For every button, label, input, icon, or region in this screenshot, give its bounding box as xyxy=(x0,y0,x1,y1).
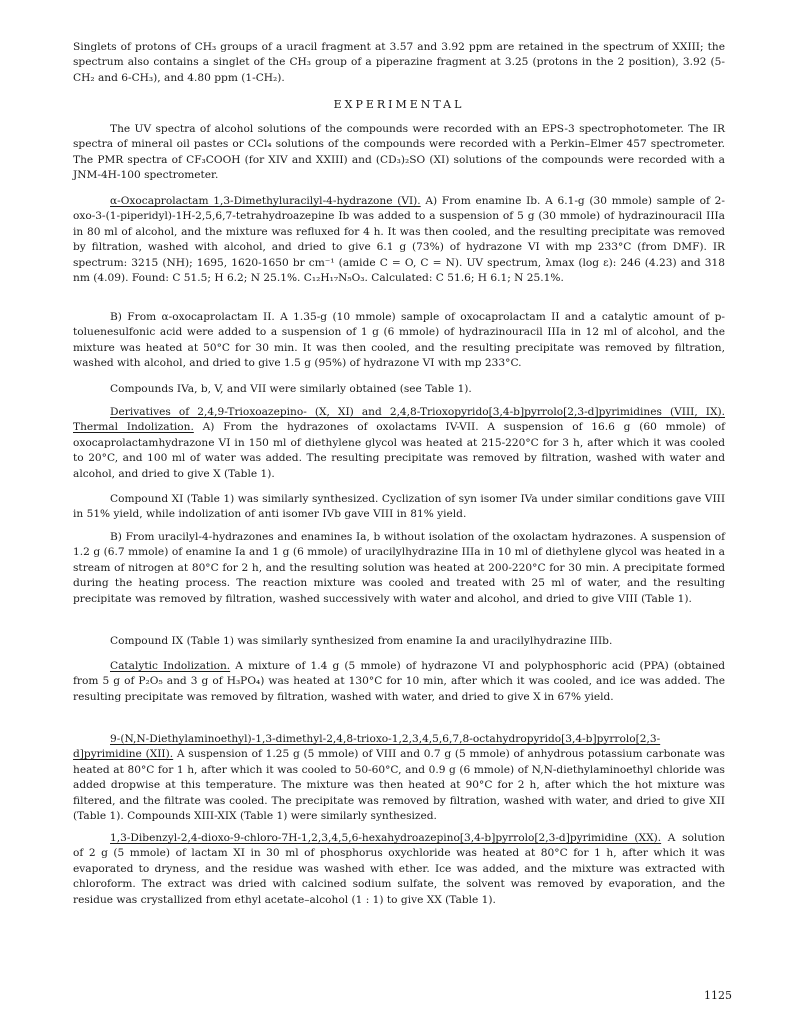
paragraph-compound-xii xyxy=(73,732,725,824)
paragraph-compound-xi xyxy=(73,492,725,523)
page-number: 1125 xyxy=(704,989,732,1002)
paragraph-compound-xx xyxy=(73,831,725,908)
paragraph-text: A suspension of 1.25 g (5 mmole) of VIII and 0.7 g (5 mmole) of anhydrous potassium carbonate was heated at 80°C for 1 h, after which it was cooled to 50-60°C, and 0.9 g (6 mmole) of N,N-diethylaminoethyl chloride was added dropwise at this temperature. The mixture was then heated at 90°C for 2 h, after which the hot mixture was filtered, and the filtrate was cooled. The precipitate was removed by filtration, washed with water, and dried to give XII (Table 1). Compounds XIII-XIX (Table 1) were similarly synthesized. xyxy=(73,748,725,823)
paragraph-method-b-uracilyl xyxy=(73,530,725,607)
paragraph-text: Compound IX (Table 1) was similarly synthesized from enamine Ia and uracilylhydrazine IIIb. xyxy=(110,635,613,647)
paragraph-text: B) From α-oxocaprolactam II. A 1.35-g (10 mmole) sample of oxocaprolactam II and a catalytic amount of p-toluenesulfonic acid were added to a suspension of 1 g (6 mmole) of hydrazinouracil IIIa in 12 ml of alcohol, and the mixture was heated at 50°C for 30 min. It was then cooled, and the resulting precipitate was removed by filtration, washed with alcohol, and dried to give 1.5 g (95%) of hydrazone VI with mp 233°C. xyxy=(73,311,725,370)
paragraph-compound-ix xyxy=(73,634,725,649)
paragraph-text: Compounds IVa, b, V, and VII were similarly obtained (see Table 1). xyxy=(110,383,472,395)
paragraph-title: 1,3-Dibenzyl-2,4-dioxo-9-chloro-7H-1,2,3,4,5,6-hexahydroazepino[3,4-b]pyrrolo[2,3-d]pyrimidine (XX). xyxy=(110,832,662,844)
paragraph-text: The UV spectra of alcohol solutions of the compounds were recorded with an EPS-3 spectrophotometer. The IR spectra of mineral oil pastes or CCl₄ solutions of the compounds were recorded with a Perkin–Elmer 457 spectrometer. The PMR spectra of CF₃COOH (for XIV and XXIII) and (CD₃)₂SO (XI) solutions of the compounds were recorded with a JNM-4H-100 spectrometer. xyxy=(73,123,725,182)
paragraph-hydrazone-vi xyxy=(73,194,725,286)
paragraph-text: A mixture of 1.4 g (5 mmole) of hydrazone VI and polyphosphoric acid (PPA) (obtained from 5 g of P₂O₅ and 3 g of H₃PO₄) was heated at 130°C for 10 min, after which it was cooled, and ice was added. The resulting precipitate was removed by filtration, washed with water, and dried to give X in 67% yield. xyxy=(73,660,725,703)
paragraph-text: Compound XI (Table 1) was similarly synthesized. Cyclization of syn isomer IVa under similar conditions gave VIII in 51% yield, while indolization of anti isomer IVb gave VIII in 81% yield. xyxy=(73,493,725,521)
paragraph-method-b xyxy=(73,310,725,372)
paragraph-title: Derivatives of 2,4,9-Trioxoazepino- (X, XI) and 2,4,8-Trioxopyrido[3,4-b]pyrrolo[2,3-d]pyrimidines (VIII, IX). Thermal Indolization. xyxy=(73,406,725,434)
paragraph-text: B) From uracilyl-4-hydrazones and enamines Ia, b without isolation of the oxolactam hydrazones. A suspension of 1.2 g (6.7 mmole) of enamine Ia and 1 g (6 mmole) of uracilylhydrazine IIIa in 10 ml of diethylene glycol was heated in a stream of nitrogen at 80°C for 2 h, and the resulting solution was heated at 200-220°C for 30 min. A precipitate formed during the heating process. The reaction mixture was cooled and treated with 25 ml of water, and the resulting precipitate was removed by filtration, washed successively with water and alcohol, and dried to give VIII (Table 1). xyxy=(73,531,725,605)
section-heading: EXPERIMENTAL xyxy=(333,98,465,111)
paragraph-text: A solution of 2 g (5 mmole) of lactam XI in 30 ml of phosphorus oxychloride was heated at 80°C for 1 h, after which it was evaporated to dryness, and the residue was washed with ether. Ice was added, and the mixture was extracted with chloroform. The extract was dried with calcined sodium sulfate, the solvent was removed by evaporation, and the residue was crystallized from ethyl acetate–alcohol (1 : 1) to give XX (Table 1). xyxy=(73,832,725,906)
paragraph-similar-compounds xyxy=(73,382,725,397)
paragraph-catalytic-indolization xyxy=(73,659,725,705)
paragraph-text: A) From the hydrazones of oxolactams IV-VII. A suspension of 16.6 g (60 mmole) of oxocaprolactamhydrazone VI in 150 ml of diethylene glycol was heated at 215-220°C for 3 h, after which it was cooled to 20°C, and 100 ml of water was added. The resulting precipitate was removed by filtration, washed with water and alcohol, and dried to give X (Table 1). xyxy=(73,421,725,480)
paragraph-spectra xyxy=(73,122,725,184)
paragraph-title: Catalytic Indolization. xyxy=(110,660,231,672)
paragraph-title: α-Oxocaprolactam 1,3-Dimethyluracilyl-4-hydrazone (VI). xyxy=(110,195,421,207)
intro-text: Singlets of protons of CH₃ groups of a uracil fragment at 3.57 and 3.92 ppm are retained in the spectrum of XXIII; the spectrum also contains a singlet of the CH₃ group of a piperazine fragment at 3.25 (protons in the 2 position), 3.92 (5-CH₂ and 6-CH₃), and 4.80 ppm (1-CH₂). xyxy=(73,41,725,84)
paragraph-text: A) From enamine Ib. A 6.1-g (30 mmole) sample of 2-oxo-3-(1-piperidyl)-1H-2,5,6,7-tetrahydroazepine Ib was added to a suspension of 5 g (30 mmole) of hydrazinouracil IIIa in 80 ml of alcohol, and the mixture was refluxed for 4 h. It was then cooled, and the resulting precipitate was removed by filtration, washed with alcohol, and dried to give 6.1 g (73%) of hydrazone VI with mp 233°C (from DMF). IR spectrum: 3215 (NH); 1695, 1620-1650 br cm⁻¹ (amide C = O, C = N). UV spectrum, λmax (log ε): 246 (4.23) and 318 nm (4.09). Found: C 51.5; H 6.2; N 25.1%. C₁₂H₁₇N₅O₃. Calculated: C 51.6; H 6.1; N 25.1%. xyxy=(73,195,725,285)
paragraph-thermal-indolization xyxy=(73,405,725,482)
intro-paragraph xyxy=(73,40,725,86)
paragraph-title: 9-(N,N-Diethylaminoethyl)-1,3-dimethyl-2,4,8-trioxo-1,2,3,4,5,6,7,8-octahydropyrido[3,4-b]pyrrolo[2,3-d]pyrimidine (XII). xyxy=(73,733,661,761)
